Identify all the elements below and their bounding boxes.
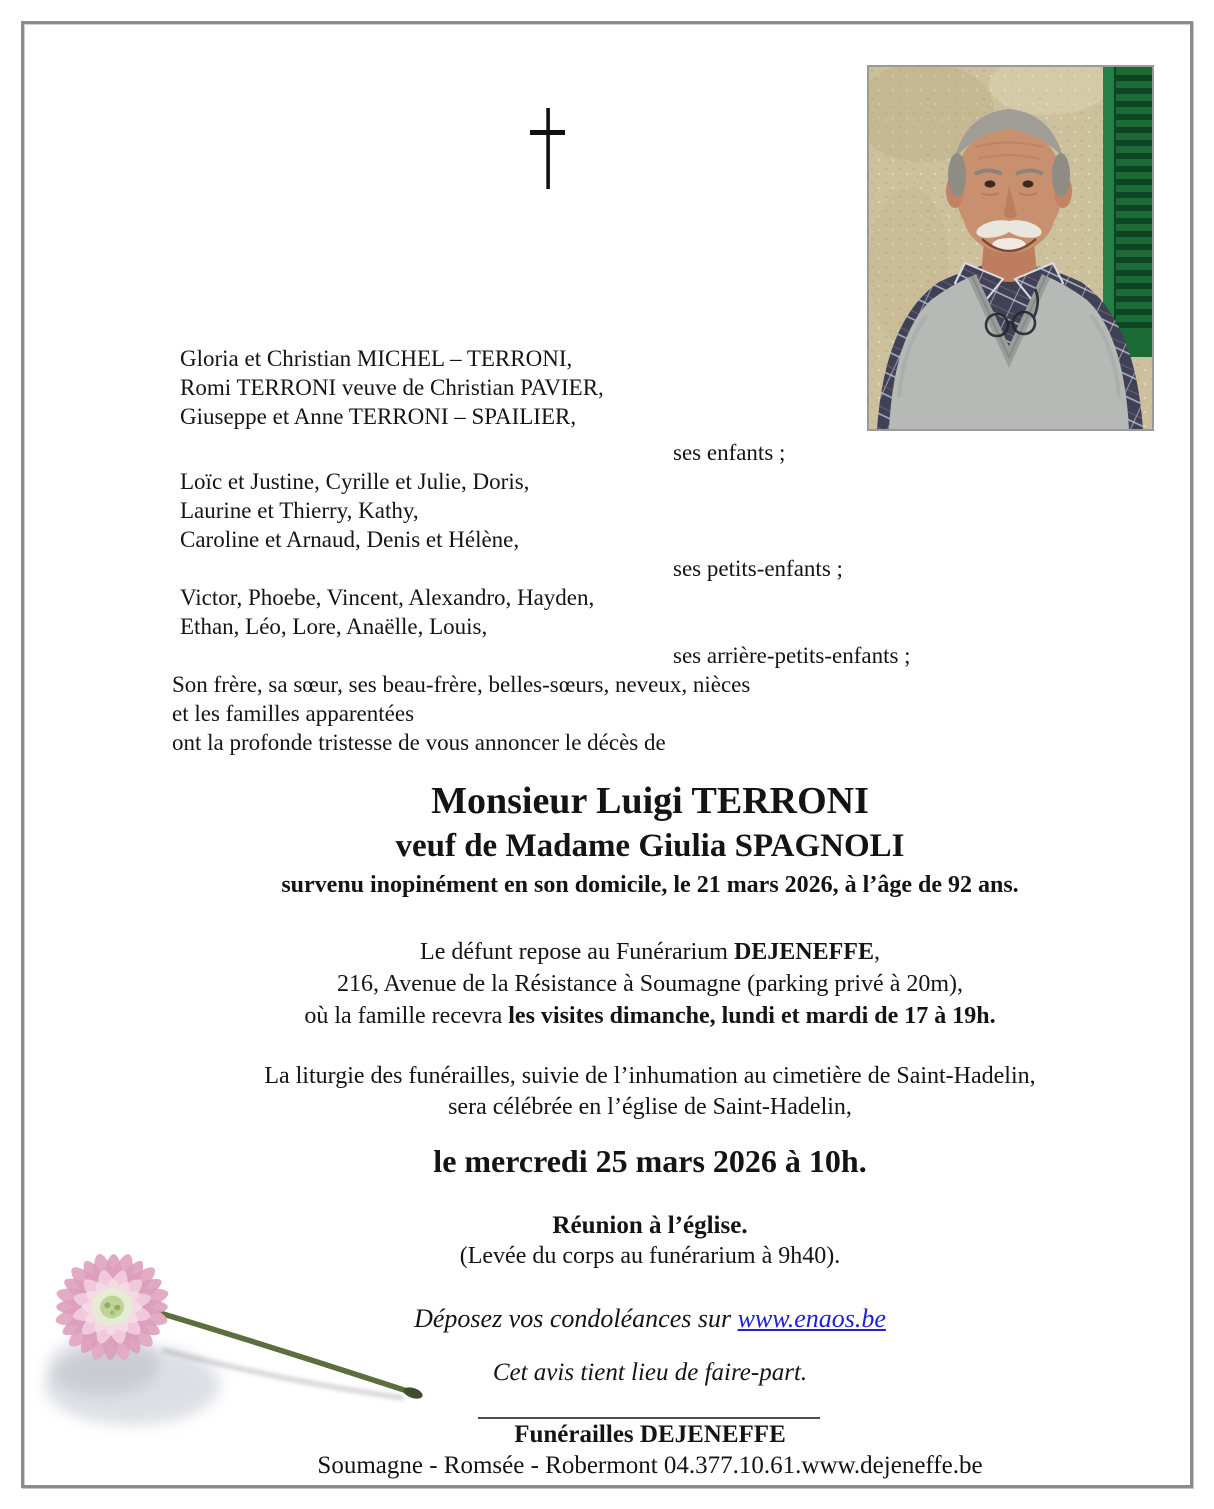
deceased-subtitle: veuf de Madame Giulia SPAGNOLI (395, 828, 905, 864)
relation-label-children: ses enfants ; (673, 440, 786, 465)
family-line: Giuseppe et Anne TERRONI – SPAILIER, (180, 404, 577, 429)
family-line: Ethan, Léo, Lore, Anaëlle, Louis, (180, 614, 488, 639)
liturgy-line: La liturgie des funérailles, suivie de l’inhumation au cimetière de Saint-Hadelin, (264, 1063, 1036, 1089)
ceremony-date-line: le mercredi 25 mars 2026 à 10h. (433, 1143, 867, 1179)
family-line: et les familles apparentées (172, 701, 415, 726)
funerarium-line1-text: Le défunt repose au Funérarium (420, 939, 734, 965)
funerarium-name: DEJENEFFE (733, 939, 874, 965)
church-line: sera célébrée en l’église de Saint-Hadelin, (448, 1094, 852, 1120)
faire-part-notice: Cet avis tient lieu de faire-part. (492, 1359, 808, 1386)
visits-line (130, 1000, 1170, 1032)
visits-schedule: les visites dimanche, lundi et mardi de 17 à 19h. (508, 1003, 996, 1029)
enaos-link[interactable]: www.enaos.be (737, 1304, 886, 1333)
funerarium-line1-comma: , (873, 939, 880, 965)
family-line: Laurine et Thierry, Kathy, (180, 498, 419, 523)
family-line: Gloria et Christian MICHEL – TERRONI, (180, 346, 573, 371)
latin-cross-icon (529, 104, 569, 194)
reunion-line: Réunion à l’église. (552, 1212, 748, 1239)
deceased-name: Monsieur Luigi TERRONI (431, 780, 869, 822)
footer-divider (478, 1417, 820, 1419)
funeral-home-name: Funérailles DEJENEFFE (514, 1421, 786, 1448)
announcement-line: ont la profonde tristesse de vous annoncer le décès de (172, 730, 666, 755)
ceremony-paragraph (130, 1061, 1170, 1123)
family-line: Romi TERRONI veuve de Christian PAVIER, (180, 375, 604, 400)
death-notice-line: survenu inopinément en son domicile, le 21 mars 2026, à l’âge de 92 ans. (281, 872, 1019, 898)
funerarium-paragraph (130, 936, 1170, 1032)
funeral-home-locations: Soumagne - Romsée - Robermont 04.377.10.61.www.dejeneffe.be (317, 1452, 983, 1479)
relation-label-great-grandchildren: ses arrière-petits-enfants ; (673, 643, 911, 668)
funerarium-address: 216, Avenue de la Résistance à Soumagne (parking privé à 20m), (336, 971, 964, 997)
funerarium-line1 (130, 936, 1170, 968)
levee-line: (Levée du corps au funérarium à 9h40). (459, 1243, 841, 1269)
family-line: Son frère, sa sœur, ses beau-frère, belles-sœurs, neveux, nièces (172, 672, 751, 697)
visits-line-text: où la famille recevra (304, 1003, 509, 1029)
condolences-text: Déposez vos condoléances sur (414, 1304, 738, 1333)
family-line: Victor, Phoebe, Vincent, Alexandro, Hayden, (180, 585, 595, 610)
family-announcement-block (172, 344, 911, 757)
flower-illustration (12, 1185, 442, 1490)
relation-label-grandchildren: ses petits-enfants ; (673, 556, 843, 581)
family-line: Caroline et Arnaud, Denis et Hélène, (180, 527, 520, 552)
family-line: Loïc et Justine, Cyrille et Julie, Doris, (180, 469, 530, 494)
